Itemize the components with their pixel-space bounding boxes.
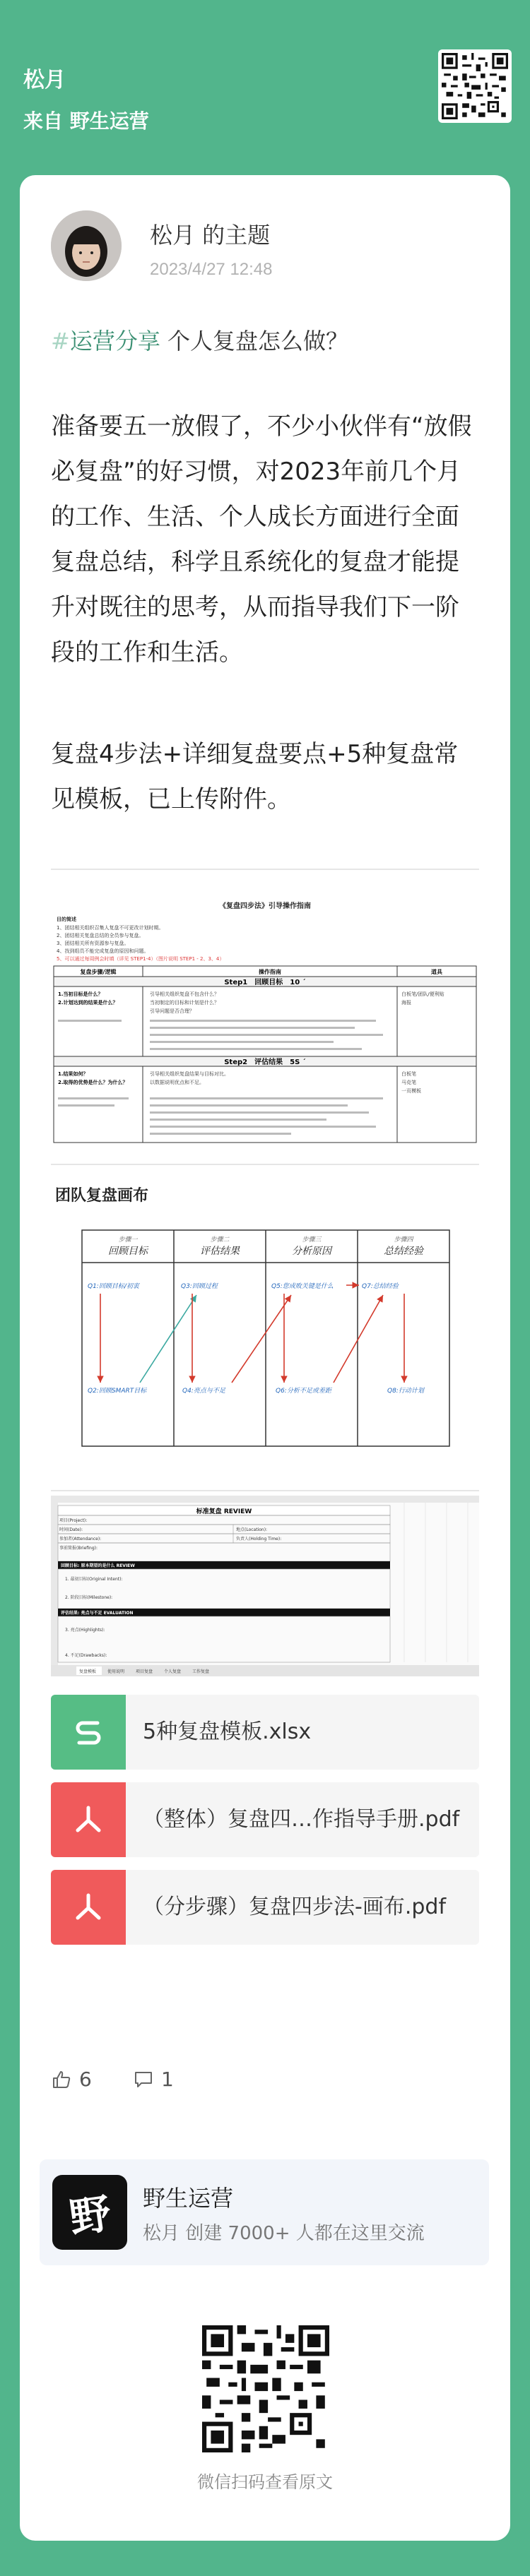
group-logo: [52, 2175, 127, 2250]
step1-tool: 海报: [401, 1000, 411, 1006]
step2-mid-line: 引导相关组织复盘结果与目标对比。: [150, 1071, 229, 1077]
step1-left-line: 1.当初目标是什么？: [58, 991, 103, 997]
sheet-review-line: 1. 最初目标(Original Intent):: [65, 1577, 123, 1582]
attachment-xlsx[interactable]: [51, 1695, 479, 1770]
post-paragraph-2: 复盘4步法+详细复盘要点+5种复盘常见模板，已上传附件。: [51, 740, 459, 813]
comment-icon: [133, 2069, 154, 2090]
thumbs-up-icon: [51, 2069, 72, 2090]
spreadsheet-icon: [51, 1695, 126, 1770]
post-paragraph-1: 准备要五一放假了，不少小伙伴有“放假必复盘”的好习惯，对2023年前几个月的工作、生活、个人成长方面进行全面复盘总结，科学且系统化的复盘才能提升对既往的思考，从而指导我们下一阶段的工作和生活。: [51, 412, 472, 667]
canvas-q6: Q6:分析不足或差距: [276, 1388, 331, 1395]
like-button[interactable]: [51, 2068, 92, 2091]
sheet-tab: 工作复盘: [192, 1669, 210, 1674]
group-card[interactable]: [40, 2159, 489, 2265]
pdf-icon: [51, 1870, 126, 1945]
step1-mid-line: 当初制定的目标和计划是什么？: [150, 1000, 219, 1006]
canvas-step-name: 回顾目标: [108, 1246, 148, 1257]
canvas-step-num: 步骤二: [210, 1236, 230, 1244]
guide-col-header: 操作指南: [259, 969, 281, 975]
post-timestamp: 2023/4/27 12:48: [150, 260, 273, 279]
attachment-name: 5种复盘模板.xlsx: [143, 1719, 312, 1744]
step2-banner: Step2 评估结果 5S ˊ: [224, 1059, 306, 1066]
group-description: 松月 创建 7000+ 人都在这里交流: [143, 2223, 425, 2244]
comment-button[interactable]: [133, 2068, 174, 2091]
step2-detail-lines: [58, 1097, 383, 1135]
sheet-title: 标准复盘 REVIEW: [196, 1508, 252, 1515]
step2-left-line: 2.取得的优势是什么？为什么？: [58, 1080, 128, 1085]
bottom-qr-code: [202, 2325, 329, 2452]
author-avatar[interactable]: [51, 210, 122, 281]
sheet-tab: 个人复盘: [164, 1669, 182, 1674]
guide-intro-line: 5、可以通过每周例会时填（详见 STEP1-4）（图片说明 STEP1 - 2、3、4）: [57, 956, 225, 962]
step2-mid-line: 以数据说明优点和不足。: [150, 1080, 204, 1085]
image-separator: [51, 1490, 479, 1491]
sheet-row-label: 时间(Date):: [59, 1527, 83, 1532]
guide-intro-line: 4、找到组员不能完成复盘的原因和问题。: [57, 948, 149, 954]
canvas-step-name: 分析原因: [292, 1246, 331, 1257]
sheet-row-label: 地点(Location):: [236, 1527, 268, 1532]
step2-left-line: 1.结果如何？: [58, 1071, 88, 1077]
attachment-pdf-guide[interactable]: [51, 1782, 479, 1857]
canvas-title: 团队复盘画布: [55, 1187, 149, 1205]
post-title: [51, 323, 348, 356]
guide-col-header: 复盘步骤/逻辑: [80, 969, 117, 975]
step2-tool: 一页模板: [401, 1088, 421, 1094]
canvas-q1: Q1:回顾目标/初衷: [88, 1283, 139, 1290]
step1-detail-lines: [58, 1020, 383, 1050]
post-image-canvas[interactable]: [51, 1171, 479, 1474]
topic-owner-line: 松月 的主题: [150, 222, 271, 249]
sheet-tab: 复盘模板: [79, 1669, 97, 1674]
comment-count: 1: [161, 2068, 174, 2091]
sheet-row-label: 事前简报(Briefing):: [59, 1546, 98, 1551]
guide-intro-heading: 目的简述: [57, 917, 76, 922]
step1-tool: 白板笔/团队/便利贴: [401, 991, 444, 997]
sheet-eval-line: 3. 亮点(Highlights):: [65, 1628, 105, 1633]
canvas-q8: Q8:行动计划: [387, 1388, 424, 1395]
guide-intro-line: 1、团结相关组织召集人复盘不可更改计划时期。: [57, 925, 164, 931]
image-separator: [51, 1164, 479, 1165]
step1-left-line: 2.计划达到的结果是什么？: [58, 1000, 118, 1006]
header-group-source[interactable]: 来自 野生运营: [23, 109, 149, 133]
like-count: 6: [79, 2068, 92, 2091]
hashtag-symbol: #: [51, 328, 70, 354]
step1-mid-line: 引导问题是否合理？: [150, 1008, 194, 1014]
sheet-row-label: 负责人(Holding Time):: [236, 1537, 282, 1542]
guide-intro-line: 2、团结相关复盘总结的全员参与复盘。: [57, 933, 144, 938]
post-title-text: 个人复盘怎么做？: [167, 328, 349, 354]
group-logo-char: 野: [66, 2189, 114, 2243]
step2-tool: 马克笔: [401, 1080, 416, 1085]
canvas-q5: Q5:您成败关键是什么: [271, 1283, 334, 1290]
canvas-q7: Q7:总结经验: [362, 1283, 399, 1290]
qr-code-icon: [202, 2325, 329, 2452]
canvas-step-name: 总结经验: [384, 1246, 423, 1257]
attachment-name: （整体）复盘四…作指导手册.pdf: [143, 1807, 460, 1832]
canvas-q2: Q2:回顾SMART目标: [88, 1388, 147, 1395]
canvas-step-num: 步骤三: [302, 1236, 322, 1244]
sheet-eval-banner: 评估结果: 亮点与不足 EVALUATION: [61, 1611, 134, 1616]
canvas-q3: Q3:回顾过程: [181, 1283, 218, 1290]
post-image-guide[interactable]: [51, 897, 479, 1144]
attachment-name: （分步骤）复盘四步法-画布.pdf: [143, 1895, 447, 1919]
group-name: 野生运营: [143, 2185, 234, 2212]
canvas-step-num: 步骤四: [394, 1236, 413, 1244]
header-author-name[interactable]: 松月: [23, 68, 66, 93]
step2-tool: 白板笔: [401, 1071, 416, 1077]
canvas-q4: Q4:亮点与不足: [182, 1388, 225, 1395]
post-image-spreadsheet[interactable]: [51, 1496, 479, 1676]
step1-banner: Step1 回顾目标 10 ˊ: [224, 979, 306, 986]
sheet-row-label: 参加者(Attendance):: [59, 1537, 102, 1542]
guide-col-header: 道具: [431, 969, 442, 975]
canvas-step-num: 步骤一: [118, 1236, 138, 1244]
page-header: [0, 0, 530, 177]
canvas-step-name: 评估结果: [200, 1246, 240, 1257]
sheet-eval-line: 4. 不足(Drawbacks):: [65, 1653, 107, 1658]
attachment-pdf-canvas[interactable]: [51, 1870, 479, 1945]
sheet-review-line: 2. 阶段目标(Milestone):: [65, 1595, 113, 1600]
guide-title: 《复盘四步法》引导操作指南: [219, 902, 311, 910]
hashtag-link[interactable]: [51, 328, 160, 354]
post-card: [20, 175, 510, 2541]
image-top-border: [51, 869, 479, 870]
hashtag-text: 运营分享: [69, 328, 160, 354]
qr-code-icon: [442, 53, 508, 119]
pdf-icon: [51, 1782, 126, 1857]
scan-hint: 微信扫码查看原文: [197, 2472, 333, 2492]
sheet-row-label: 项目(Project):: [59, 1518, 88, 1523]
header-qr-code: [438, 49, 512, 123]
sheet-tab: 使用说明: [107, 1669, 125, 1674]
guide-intro-line: 3、团结相关所有资源参与复盘。: [57, 941, 129, 946]
sheet-tab: 项目复盘: [136, 1669, 153, 1674]
step1-mid-line: 引导相关组织复盘不包含什么？: [150, 991, 219, 997]
sheet-review-banner: 回顾目标: 原本期望的是什么 REVIEW: [61, 1563, 135, 1568]
